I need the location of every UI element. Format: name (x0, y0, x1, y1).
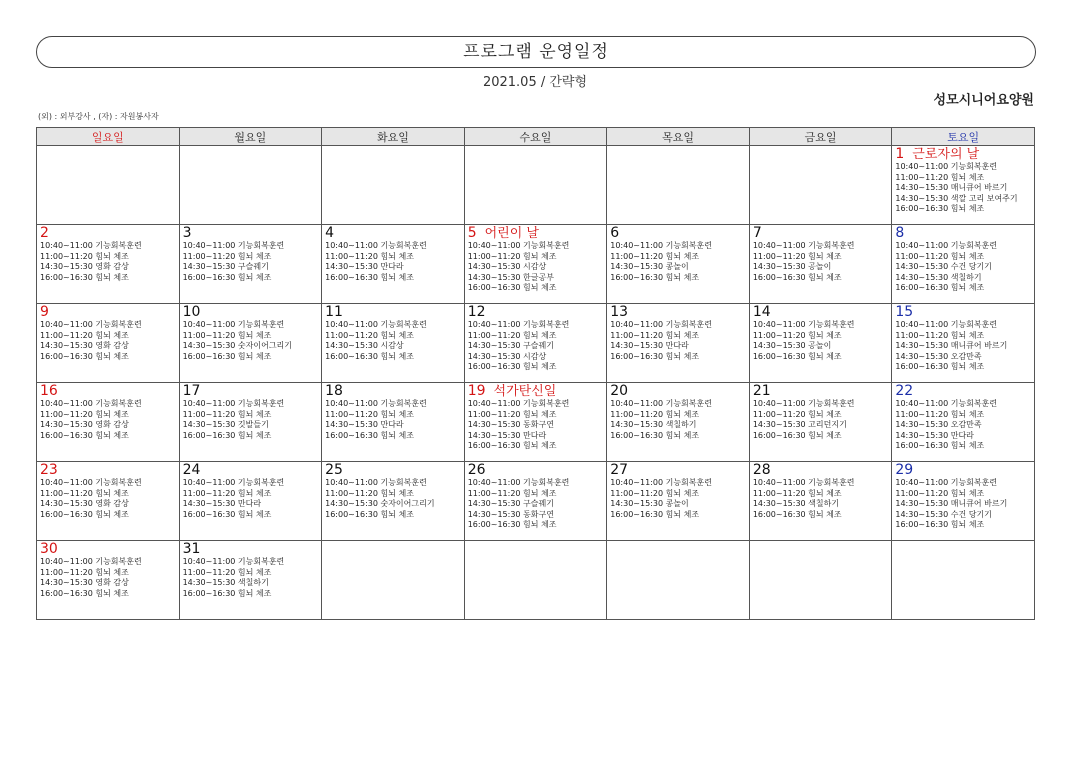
weekday-header (607, 128, 750, 146)
empty-day-cell (892, 541, 1035, 620)
day-number: 2 (40, 226, 49, 241)
schedule-entry: 10:40~11:00 기능회복훈련 (610, 241, 712, 250)
schedule-entry: 14:30~15:30 한글공부 (467, 272, 554, 282)
schedule-entry: 14:30~15:30 숫자이어그리기 (182, 341, 293, 351)
schedule-entry: 11:00~11:20 힘뇌 체조 (610, 251, 700, 261)
schedule-entry: 11:00~11:20 힘뇌 체조 (182, 567, 272, 577)
day-cell (607, 383, 750, 462)
schedule-entry: 16:00~16:30 힘뇌 체조 (610, 351, 700, 361)
schedule-entry: 10:40~11:00 기능회복훈련 (895, 241, 998, 250)
day-cell (37, 304, 180, 383)
empty-day-cell (749, 541, 892, 620)
weekday-label: 토요일 (947, 130, 980, 144)
schedule-entry: 16:00~16:30 힘뇌 체조 (752, 509, 842, 519)
day-header (610, 305, 746, 320)
day-header (753, 463, 889, 478)
day-header (183, 542, 319, 557)
schedule-entry: 11:00~11:20 힘뇌 체조 (182, 409, 272, 419)
day-number: 6 (610, 226, 620, 241)
day-header (325, 226, 461, 241)
schedule-entry: 10:40~11:00 기능회복훈련 (895, 320, 998, 329)
day-header (753, 305, 889, 320)
weekday-header (37, 128, 180, 146)
schedule-entry: 10:40~11:00 기능회복훈련 (325, 320, 427, 329)
schedule-entry: 14:30~15:30 색칠하기 (182, 578, 269, 588)
day-cell (464, 462, 607, 541)
schedule-entry: 11:00~11:20 힘뇌 체조 (325, 330, 414, 340)
day-cell (322, 225, 465, 304)
day-cell (464, 225, 607, 304)
day-header (325, 305, 461, 320)
schedule-entry: 11:00~11:20 힘뇌 체조 (182, 251, 272, 261)
schedule-entry: 16:00~16:30 힘뇌 체조 (895, 441, 985, 451)
schedule-entry: 14:30~15:30 매니큐어 바르기 (895, 499, 1008, 509)
day-number: 23 (40, 463, 58, 478)
day-number: 21 (752, 384, 771, 399)
schedule-entry: 14:30~15:30 만다라 (467, 430, 547, 440)
schedule-entry: 16:00~16:30 힘뇌 체조 (325, 272, 414, 282)
day-cell (892, 225, 1035, 304)
day-cell (749, 225, 892, 304)
schedule-entry: 14:30~15:30 만다라 (610, 341, 689, 351)
schedule-entry: 10:40~11:00 기능회복훈련 (610, 399, 712, 408)
schedule-entry: 11:00~11:20 힘뇌 체조 (325, 409, 414, 419)
empty-day-cell (179, 146, 322, 225)
weekday-label: 수요일 (519, 130, 552, 144)
schedule-entry: 11:00~11:20 힘뇌 체조 (895, 488, 985, 498)
day-number: 27 (610, 463, 629, 478)
schedule-entry: 10:40~11:00 기능회복훈련 (182, 478, 285, 487)
schedule-entry: 14:30~15:30 색칠하기 (895, 272, 982, 282)
schedule-entry: 10:40~11:00 기능회복훈련 (752, 478, 855, 487)
schedule-entry: 11:00~11:20 힘뇌 체조 (467, 251, 557, 261)
schedule-entry: 14:30~15:30 구슬꿰기 (467, 341, 554, 351)
schedule-entry: 16:00~16:30 힘뇌 체조 (895, 283, 985, 293)
day-number: 15 (895, 305, 914, 320)
schedule-entry: 10:40~11:00 기능회복훈련 (752, 241, 855, 250)
day-number: 4 (325, 226, 335, 241)
schedule-entry: 16:00~16:30 힘뇌 체조 (182, 351, 272, 361)
schedule-entry: 10:40~11:00 기능회복훈련 (752, 399, 855, 408)
schedule-entry: 11:00~11:20 힘뇌 체조 (325, 251, 414, 261)
day-header (895, 305, 1031, 320)
schedule-entry: 11:00~11:20 힘뇌 체조 (325, 488, 414, 498)
day-cell (607, 462, 750, 541)
schedule-entry: 16:00~16:30 힘뇌 체조 (325, 509, 414, 519)
day-cell (37, 541, 180, 620)
schedule-entry: 10:40~11:00 기능회복훈련 (40, 399, 142, 408)
schedule-entry: 14:30~15:30 매니큐어 바르기 (895, 341, 1008, 351)
weekday-header (892, 128, 1035, 146)
schedule-entry: 11:00~11:20 힘뇌 체조 (610, 488, 700, 498)
weekday-header (322, 128, 465, 146)
schedule-entry: 11:00~11:20 힘뇌 체조 (182, 488, 272, 498)
schedule-entry: 14:30~15:30 콩놀이 (610, 499, 689, 509)
schedule-entry: 16:00~16:30 힘뇌 체조 (610, 430, 700, 440)
schedule-entry: 14:30~15:30 매니큐어 바르기 (895, 183, 1008, 193)
day-header (40, 305, 176, 320)
schedule-entry: 14:30~15:30 동화구연 (467, 420, 554, 430)
holiday-label: 어린이 날 (484, 226, 539, 241)
schedule-entry: 16:00~16:30 힘뇌 체조 (182, 588, 272, 598)
schedule-entry: 16:00~16:30 힘뇌 체조 (752, 351, 842, 361)
schedule-entry: 14:30~15:30 영화 감상 (40, 262, 129, 272)
day-header (895, 226, 1031, 241)
schedule-entry: 16:00~16:30 힘뇌 체조 (325, 351, 414, 361)
schedule-entry: 10:40~11:00 기능회복훈련 (325, 478, 427, 487)
calendar-week-row (37, 383, 1035, 462)
day-cell (179, 225, 322, 304)
day-header (40, 226, 176, 241)
empty-day-cell (464, 541, 607, 620)
holiday-label: 근로자의 날 (912, 147, 980, 162)
schedule-entry: 14:30~15:30 공놀이 (752, 262, 832, 272)
day-header (610, 463, 746, 478)
empty-day-cell (322, 541, 465, 620)
day-cell (892, 383, 1035, 462)
day-cell (749, 462, 892, 541)
day-header (183, 305, 319, 320)
schedule-entry: 11:00~11:20 힘뇌 체조 (610, 330, 700, 340)
weekday-header (749, 128, 892, 146)
schedule-entry: 14:30~15:30 고리던지기 (752, 420, 847, 430)
schedule-entry: 14:30~15:30 수건 당기기 (895, 262, 992, 272)
schedule-entry: 10:40~11:00 기능회복훈련 (752, 320, 855, 329)
day-cell (892, 146, 1035, 225)
weekday-label: 금요일 (804, 130, 837, 144)
day-cell (37, 225, 180, 304)
day-header (753, 226, 889, 241)
day-number: 24 (182, 463, 201, 478)
weekday-header (179, 128, 322, 146)
schedule-entry: 10:40~11:00 기능회복훈련 (895, 399, 998, 408)
day-number: 17 (182, 384, 201, 399)
schedule-entry: 16:00~16:30 힘뇌 체조 (182, 430, 272, 440)
schedule-entry: 14:30~15:30 영화 감상 (40, 341, 129, 351)
day-header (610, 226, 746, 241)
schedule-entry: 11:00~11:20 힘뇌 체조 (752, 488, 842, 498)
weekday-label: 화요일 (376, 130, 409, 144)
schedule-entry: 14:30~15:30 영화 감상 (40, 578, 129, 588)
schedule-entry: 16:00~16:30 힘뇌 체조 (752, 430, 842, 440)
day-header (753, 384, 889, 399)
schedule-entry: 14:30~15:30 색칠하기 (610, 420, 697, 430)
schedule-entry: 16:00~16:30 힘뇌 체조 (182, 509, 272, 519)
schedule-entry: 14:30~15:30 공놀이 (752, 341, 832, 351)
schedule-entry: 10:40~11:00 기능회복훈련 (182, 557, 285, 566)
organization-name: 성모시니어요양원 (933, 93, 1034, 108)
day-header (468, 305, 604, 320)
schedule-entry: 16:00~16:30 힘뇌 체조 (610, 272, 700, 282)
schedule-entry: 10:40~11:00 기능회복훈련 (40, 241, 142, 250)
day-cell (749, 304, 892, 383)
schedule-entry: 14:30~15:30 만다라 (895, 430, 974, 440)
weekday-header-row (37, 128, 1035, 146)
schedule-entry: 10:40~11:00 기능회복훈련 (610, 320, 712, 329)
schedule-entry: 14:30~15:30 색칠하기 (752, 499, 840, 509)
day-cell (749, 383, 892, 462)
schedule-entry: 16:00~16:30 힘뇌 체조 (467, 520, 557, 530)
schedule-entry: 16:00~16:30 힘뇌 체조 (40, 272, 129, 282)
day-header (468, 384, 604, 399)
schedule-entry: 14:30~15:30 만다라 (325, 262, 404, 272)
day-header (183, 463, 319, 478)
day-cell (179, 541, 322, 620)
schedule-entry: 14:30~15:30 시감상 (467, 351, 547, 361)
calendar-week-row (37, 541, 1035, 620)
day-number: 25 (325, 463, 343, 478)
schedule-entry: 14:30~15:30 수건 당기기 (895, 509, 992, 519)
day-number: 13 (610, 305, 629, 320)
schedule-entry: 16:00~16:30 힘뇌 체조 (40, 430, 129, 440)
schedule-entry: 11:00~11:20 힘뇌 체조 (467, 330, 557, 340)
day-cell (464, 383, 607, 462)
page-title: 프로그램 운영일정 (36, 36, 1036, 68)
schedule-entry: 11:00~11:20 힘뇌 체조 (895, 409, 985, 419)
day-cell (322, 383, 465, 462)
schedule-entry: 11:00~11:20 힘뇌 체조 (895, 172, 985, 182)
schedule-entry: 16:00~16:30 힘뇌 체조 (467, 362, 557, 372)
schedule-entry: 10:40~11:00 기능회복훈련 (467, 241, 570, 250)
schedule-entry: 10:40~11:00 기능회복훈련 (467, 320, 570, 329)
legend-note: (외) : 외부강사 , (자) : 자원봉사자 (38, 112, 159, 121)
day-number: 10 (182, 305, 201, 320)
schedule-entry: 16:00~16:30 힘뇌 체조 (40, 351, 129, 361)
schedule-entry: 11:00~11:20 힘뇌 체조 (895, 251, 985, 261)
weekday-label: 목요일 (662, 130, 694, 144)
day-number: 29 (895, 463, 914, 478)
schedule-entry: 16:00~16:30 힘뇌 체조 (467, 441, 557, 451)
schedule-entry: 11:00~11:20 힘뇌 체조 (752, 330, 842, 340)
schedule-entry: 10:40~11:00 기능회복훈련 (610, 478, 712, 487)
schedule-entry: 10:40~11:00 기능회복훈련 (467, 478, 570, 487)
weekday-header (464, 128, 607, 146)
day-cell (179, 462, 322, 541)
day-number: 28 (752, 463, 771, 478)
page-subtitle: 2021.05 / 간략형 (482, 75, 588, 90)
day-number: 18 (325, 384, 343, 399)
schedule-entry: 16:00~16:30 힘뇌 체조 (40, 588, 129, 598)
day-number: 30 (40, 542, 58, 557)
schedule-entry: 11:00~11:20 힘뇌 체조 (182, 330, 272, 340)
day-header (895, 147, 1031, 162)
schedule-entry: 11:00~11:20 힘뇌 체조 (40, 251, 129, 261)
day-header (468, 463, 604, 478)
calendar-week-row (37, 146, 1035, 225)
day-header (325, 384, 461, 399)
schedule-entry: 14:30~15:30 콩놀이 (610, 262, 689, 272)
schedule-entry: 11:00~11:20 힘뇌 체조 (40, 330, 129, 340)
schedule-entry: 14:30~15:30 숫자이어그리기 (325, 499, 435, 509)
empty-day-cell (607, 541, 750, 620)
day-header (895, 463, 1031, 478)
day-number: 14 (752, 305, 771, 320)
schedule-entry: 11:00~11:20 힘뇌 체조 (467, 488, 557, 498)
day-cell (179, 383, 322, 462)
day-header (895, 384, 1031, 399)
schedule-entry: 16:00~16:30 힘뇌 체조 (182, 272, 272, 282)
schedule-entry: 14:30~15:30 시감상 (325, 341, 404, 351)
schedule-entry: 16:00~16:30 힘뇌 체조 (752, 272, 842, 282)
day-header (40, 463, 176, 478)
schedule-entry: 11:00~11:20 힘뇌 체조 (40, 567, 129, 577)
schedule-entry: 11:00~11:20 힘뇌 체조 (752, 251, 842, 261)
schedule-entry: 14:30~15:30 오감만족 (895, 351, 982, 361)
day-header (40, 542, 176, 557)
schedule-entry: 14:30~15:30 오감만족 (895, 420, 982, 430)
day-number: 11 (325, 305, 343, 320)
day-cell (37, 383, 180, 462)
schedule-entry: 16:00~16:30 힘뇌 체조 (895, 520, 985, 530)
day-cell (607, 304, 750, 383)
day-number: 16 (40, 384, 58, 399)
day-header (183, 226, 319, 241)
schedule-entry: 14:30~15:30 만다라 (182, 499, 262, 509)
day-header (40, 384, 176, 399)
calendar-table (36, 127, 1035, 620)
day-number: 26 (467, 463, 486, 478)
day-number: 1 (895, 147, 905, 162)
day-header (183, 384, 319, 399)
day-cell (322, 462, 465, 541)
schedule-entry: 11:00~11:20 힘뇌 체조 (40, 488, 129, 498)
empty-day-cell (464, 146, 607, 225)
schedule-entry: 10:40~11:00 기능회복훈련 (40, 557, 142, 566)
calendar-week-row (37, 304, 1035, 383)
schedule-entry: 11:00~11:20 힘뇌 체조 (467, 409, 557, 419)
day-cell (464, 304, 607, 383)
day-cell (607, 225, 750, 304)
schedule-entry: 10:40~11:00 기능회복훈련 (895, 478, 998, 487)
schedule-entry: 16:00~16:30 힘뇌 체조 (895, 362, 985, 372)
schedule-entry: 14:30~15:30 구슬꿰기 (467, 499, 554, 509)
day-cell (179, 304, 322, 383)
day-cell (892, 304, 1035, 383)
day-number: 5 (467, 226, 477, 241)
schedule-entry: 16:00~16:30 힘뇌 체조 (325, 430, 414, 440)
day-number: 22 (895, 384, 914, 399)
schedule-entry: 10:40~11:00 기능회복훈련 (40, 320, 142, 329)
schedule-entry: 10:40~11:00 기능회복훈련 (182, 320, 285, 329)
schedule-entry: 11:00~11:20 힘뇌 체조 (40, 409, 129, 419)
day-number: 8 (895, 226, 905, 241)
schedule-entry: 14:30~15:30 만다라 (325, 420, 404, 430)
schedule-entry: 14:30~15:30 동화구연 (467, 509, 554, 519)
schedule-entry: 10:40~11:00 기능회복훈련 (182, 399, 285, 408)
schedule-entry: 14:30~15:30 구슬꿰기 (182, 262, 269, 272)
empty-day-cell (749, 146, 892, 225)
schedule-entry: 10:40~11:00 기능회복훈련 (895, 162, 998, 171)
empty-day-cell (37, 146, 180, 225)
schedule-entry: 10:40~11:00 기능회복훈련 (40, 478, 142, 487)
day-cell (892, 462, 1035, 541)
empty-day-cell (607, 146, 750, 225)
day-number: 20 (610, 384, 629, 399)
day-header (468, 226, 604, 241)
day-number: 9 (40, 305, 49, 320)
empty-day-cell (322, 146, 465, 225)
schedule-entry: 16:00~16:30 힘뇌 체조 (40, 509, 129, 519)
day-cell (37, 462, 180, 541)
schedule-entry: 16:00~16:30 힘뇌 체조 (610, 509, 700, 519)
schedule-entry: 14:30~15:30 색깔 고리 보여주기 (895, 193, 1018, 203)
schedule-entry: 16:00~16:30 힘뇌 체조 (467, 283, 557, 293)
schedule-entry: 10:40~11:00 기능회복훈련 (325, 241, 427, 250)
holiday-label: 석가탄신일 (493, 384, 557, 399)
day-number: 3 (182, 226, 192, 241)
day-number: 12 (467, 305, 486, 320)
day-header (325, 463, 461, 478)
day-number: 19 (467, 384, 486, 399)
schedule-entry: 11:00~11:20 힘뇌 체조 (752, 409, 842, 419)
day-header (610, 384, 746, 399)
schedule-entry: 14:30~15:30 깃발들기 (182, 420, 269, 430)
day-number: 31 (182, 542, 201, 557)
schedule-entry: 14:30~15:30 시감상 (467, 262, 547, 272)
schedule-entry: 14:30~15:30 영화 감상 (40, 499, 129, 509)
schedule-entry: 11:00~11:20 힘뇌 체조 (895, 330, 985, 340)
calendar-week-row (37, 462, 1035, 541)
schedule-entry: 14:30~15:30 영화 감상 (40, 420, 129, 430)
calendar-week-row (37, 225, 1035, 304)
day-cell (322, 304, 465, 383)
weekday-label: 일요일 (91, 130, 124, 144)
schedule-entry: 10:40~11:00 기능회복훈련 (182, 241, 285, 250)
schedule-entry: 11:00~11:20 힘뇌 체조 (610, 409, 700, 419)
day-number: 7 (752, 226, 762, 241)
weekday-label: 월요일 (234, 130, 267, 144)
calendar-body (37, 146, 1035, 620)
schedule-entry: 10:40~11:00 기능회복훈련 (467, 399, 570, 408)
schedule-entry: 10:40~11:00 기능회복훈련 (325, 399, 427, 408)
schedule-entry: 16:00~16:30 힘뇌 체조 (895, 204, 985, 214)
